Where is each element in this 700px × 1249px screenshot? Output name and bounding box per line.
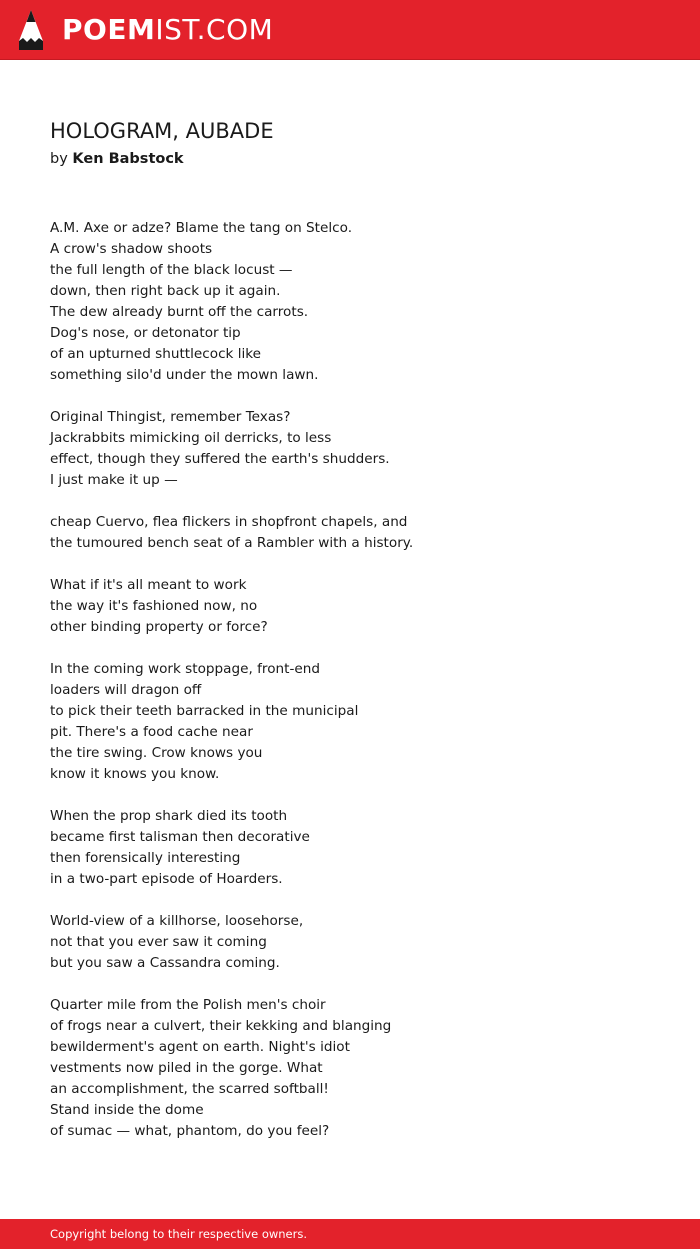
poem-line: of an upturned shuttlecock like [50,346,262,362]
poem-line: then forensically interesting [50,850,241,866]
poem-line: Dog's nose, or detonator tip [50,325,241,341]
poem-line: cheap Cuervo, flea flickers in shopfront chapels, and [50,514,408,530]
poem-stanza [50,575,650,638]
poem-title: HOLOGRAM, AUBADE [50,119,274,143]
poem-line: vestments now piled in the gorge. What [50,1060,323,1076]
poem-line: not that you ever saw it coming [50,934,267,950]
pencil-tip-icon [17,9,45,51]
poem-line: an accomplishment, the scarred softball! [50,1081,329,1097]
poem-line: In the coming work stoppage, front-end [50,661,320,677]
poem-line: Stand inside the dome [50,1102,204,1118]
poem-line: of frogs near a culvert, their kekking and blanging [50,1018,392,1034]
poem-line: When the prop shark died its tooth [50,808,288,824]
poem-author: Ken Babstock [72,151,184,167]
poem-line: What if it's all meant to work [50,577,247,593]
poem-line: World-view of a killhorse, loosehorse, [50,913,304,929]
poem-line: bewilderment's agent on earth. Night's idiot [50,1039,350,1055]
poem-stanza [50,806,650,890]
poem-line: but you saw a Cassandra coming. [50,955,280,971]
poem-line: to pick their teeth barracked in the municipal [50,703,359,719]
site-header [0,0,700,60]
by-label: by [50,151,68,167]
logo-bold-part: POEM [62,13,156,46]
poem-line: something silo'd under the mown lawn. [50,367,319,383]
poem-line: I just make it up — [50,472,178,488]
poem-stanza [50,995,650,1142]
poem-stanza [50,659,650,785]
logo-light-part: IST.COM [155,13,274,46]
poem-stanza [50,512,650,554]
site-footer [0,1219,700,1249]
poem-line: loaders will dragon off [50,682,202,698]
poem-line: A.M. Axe or adze? Blame the tang on Stelco. [50,220,353,236]
poem-line: know it knows you know. [50,766,220,782]
poem-line: the tire swing. Crow knows you [50,745,263,761]
poem-line: the way it's fashioned now, no [50,598,258,614]
site-logo[interactable] [62,12,273,48]
poem-line: pit. There's a food cache near [50,724,253,740]
poem-stanza [50,407,650,491]
poem-line: Original Thingist, remember Texas? [50,409,291,425]
poem-line: The dew already burnt off the carrots. [50,304,309,320]
poem-stanza [50,218,650,386]
poem-line: Quarter mile from the Polish men's choir [50,997,326,1013]
poem-line: Jackrabbits mimicking oil derricks, to less [50,430,332,446]
poem-line: A crow's shadow shoots [50,241,213,257]
poem-line: other binding property or force? [50,619,268,635]
poem-line: down, then right back up it again. [50,283,281,299]
poem-line: the tumoured bench seat of a Rambler with a history. [50,535,414,551]
poem-line: effect, though they suffered the earth's shudders. [50,451,390,467]
copyright-notice: Copyright belong to their respective owners. [50,1227,308,1241]
poem-line: of sumac — what, phantom, do you feel? [50,1123,330,1139]
poem-body [50,218,650,1163]
poem-line: became first talisman then decorative [50,829,310,845]
poem-line: in a two-part episode of Hoarders. [50,871,283,887]
poem-line: the full length of the black locust — [50,262,293,278]
poem-stanza [50,911,650,974]
poem-byline [50,149,184,169]
